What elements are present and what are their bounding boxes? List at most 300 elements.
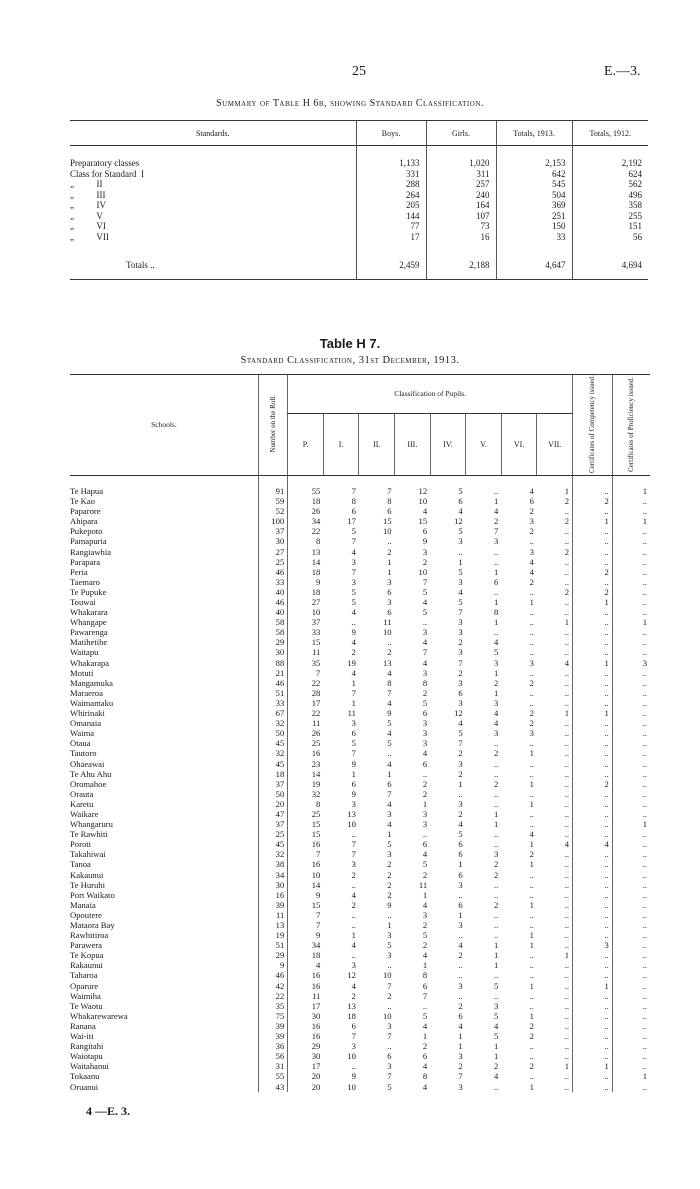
summary-table-wrap	[70, 120, 648, 280]
roll-count: 21	[258, 668, 287, 678]
school-name: Orauta	[70, 788, 94, 799]
table-cell: 5	[387, 839, 392, 850]
table-cell: 11	[347, 708, 356, 719]
table-cell: 6	[351, 1020, 356, 1031]
table-cell: 1	[529, 1081, 534, 1092]
summary-totals-label: Totals ..	[70, 242, 356, 279]
table-cell: ..	[573, 607, 613, 617]
table-cell: ..	[494, 485, 499, 496]
page-number: 25	[352, 64, 366, 79]
table-cell: 2	[458, 637, 463, 648]
table-cell: 3	[494, 657, 499, 668]
table-cell: 6	[422, 526, 428, 537]
table-row	[70, 516, 650, 526]
table-cell: ..	[564, 718, 569, 729]
summary-row	[70, 146, 648, 169]
table-cell: 4	[387, 667, 392, 678]
summary-cell-t1912: 358	[572, 200, 648, 211]
table-cell: 37	[288, 617, 324, 627]
table-cell: 4	[564, 839, 569, 850]
table-cell: 9	[351, 758, 356, 769]
table-row	[70, 859, 650, 869]
table-cell: ..	[564, 778, 569, 789]
table-cell: 3	[529, 516, 534, 527]
roll-count: 29	[258, 637, 287, 647]
school-name: Takahiwai	[70, 849, 106, 860]
page-footer: 4 —E. 3.	[86, 1104, 131, 1118]
table-cell: 9	[351, 627, 356, 638]
table-row	[70, 1001, 650, 1011]
table-cell: ..	[529, 1051, 534, 1062]
roll-count: 59	[258, 496, 287, 506]
table-cell: ..	[564, 1031, 569, 1042]
school-name: Pukepoto	[70, 526, 103, 537]
roll-count: 39	[258, 900, 287, 910]
table-cell: ..	[422, 1000, 428, 1011]
table-cell: 16	[288, 748, 324, 758]
roll-count: 67	[258, 708, 287, 718]
table-cell: 15	[382, 516, 392, 527]
summary-cell-boys: 205	[356, 200, 426, 211]
h7-col-class: P.	[288, 413, 324, 475]
table-cell: 7	[288, 668, 324, 678]
table-cell: 1	[564, 1061, 569, 1072]
table-cell: 5	[387, 1081, 392, 1092]
table-cell: 5	[458, 485, 463, 496]
table-cell: 3	[387, 849, 392, 860]
school-name: Whakarapa	[70, 657, 110, 668]
table-cell: ..	[529, 920, 534, 931]
table-row	[70, 567, 650, 577]
table-cell: 2	[422, 940, 428, 951]
summary-cell-girls: 257	[426, 179, 496, 190]
table-cell: 4	[387, 697, 392, 708]
table-cell: ..	[564, 1041, 569, 1052]
table-cell: 2	[529, 1061, 534, 1072]
table-cell: 4	[387, 798, 392, 809]
table-cell: 1	[494, 617, 499, 628]
table-cell: 2	[529, 718, 534, 729]
table-cell: ..	[387, 909, 392, 920]
table-cell: 3	[387, 597, 392, 608]
table-cell: ..	[612, 1082, 650, 1092]
school-name: Te Hapua	[70, 485, 104, 496]
table-cell: 2	[422, 556, 428, 567]
table-cell: 1	[422, 798, 428, 809]
table-cell: 3	[351, 1041, 356, 1052]
summary-body	[70, 146, 648, 280]
table-cell: ..	[612, 637, 650, 647]
table-cell: 9	[288, 577, 324, 587]
school-name: Whangape	[70, 617, 107, 628]
table-cell: ..	[529, 607, 534, 618]
table-cell: 3	[422, 718, 428, 729]
table-cell: 22	[288, 708, 324, 718]
h7-col-class: VII.	[537, 413, 573, 475]
table-cell: ..	[564, 1051, 569, 1062]
h7-col-class: II.	[359, 413, 395, 475]
table-cell: 2	[564, 586, 569, 597]
roll-count: 19	[258, 930, 287, 940]
table-cell: ..	[612, 759, 650, 769]
school-name: Waitahanui	[70, 1061, 109, 1072]
table-cell: ..	[529, 768, 534, 779]
table-row	[70, 617, 650, 627]
table-cell: 16	[288, 1031, 324, 1041]
table-cell: ..	[494, 546, 499, 557]
table-cell: ..	[529, 647, 534, 658]
table-row	[70, 748, 650, 758]
school-name: Taemaro	[70, 576, 100, 587]
table-cell: 8	[494, 607, 499, 618]
summary-cell-t1913: 150	[496, 221, 572, 232]
table-cell: ..	[529, 1000, 534, 1011]
roll-count: 50	[258, 789, 287, 799]
table-cell: 4	[494, 1071, 499, 1082]
school-name: Waikare	[70, 808, 99, 819]
table-cell: 1	[458, 859, 463, 870]
school-name: Omanaia	[70, 718, 102, 729]
table-cell: ..	[573, 950, 613, 960]
table-cell: ..	[458, 960, 463, 971]
table-cell: 27	[288, 597, 324, 607]
h7-body	[70, 475, 650, 1091]
school-name: Motuti	[70, 667, 94, 678]
table-cell: 4	[288, 960, 324, 970]
table-cell: ..	[529, 970, 534, 981]
table-row	[70, 597, 650, 607]
table-row	[70, 728, 650, 738]
table-cell: 3	[422, 546, 428, 557]
table-row	[70, 658, 650, 668]
school-name: Parapara	[70, 556, 101, 567]
school-name: Te Waotu	[70, 1000, 103, 1011]
table-cell: 1	[529, 930, 534, 941]
table-cell: 2	[494, 899, 499, 910]
table-cell: 3	[422, 808, 428, 819]
roll-count: 91	[258, 475, 287, 496]
table-cell: 6	[387, 586, 392, 597]
table-cell: ..	[458, 788, 463, 799]
school-name: Mataora Bay	[70, 920, 115, 931]
table-cell: 11	[288, 718, 324, 728]
table-cell: 3	[351, 718, 356, 729]
table-cell: 3	[494, 536, 499, 547]
table-cell: 6	[494, 576, 499, 587]
roll-count: 37	[258, 779, 287, 789]
table-cell: 26	[288, 728, 324, 738]
table-cell: ..	[573, 849, 613, 859]
table-row	[70, 991, 650, 1001]
table-cell: ..	[573, 668, 613, 678]
table-cell: 4	[529, 556, 534, 567]
table-cell: 4	[573, 839, 613, 849]
table-cell: 18	[288, 950, 324, 960]
table-cell: ..	[494, 889, 499, 900]
table-cell: ..	[529, 697, 534, 708]
table-cell: ..	[573, 1001, 613, 1011]
table-cell: 6	[458, 849, 463, 860]
table-cell: ..	[564, 909, 569, 920]
table-cell: ..	[564, 859, 569, 870]
roll-count: 58	[258, 617, 287, 627]
table-cell: 1	[529, 980, 534, 991]
table-cell: 1	[458, 1041, 463, 1052]
roll-count: 50	[258, 728, 287, 738]
table-cell: ..	[564, 990, 569, 1001]
table-cell: ..	[564, 970, 569, 981]
table-cell: 10	[347, 1081, 356, 1092]
table-cell: 7	[351, 748, 356, 759]
table-cell: 3	[422, 627, 428, 638]
school-name: Opoutere	[70, 909, 102, 920]
table-cell: ..	[564, 889, 569, 900]
table-cell: 5	[351, 738, 356, 749]
school-name: Ahipara	[70, 516, 98, 527]
table-cell: 34	[288, 516, 324, 526]
table-cell: ..	[573, 1051, 613, 1061]
table-cell: ..	[387, 1041, 392, 1052]
school-name: Oparure	[70, 980, 99, 991]
school-name: Rangiawhia	[70, 546, 112, 557]
table-cell: 3	[422, 819, 428, 830]
table-cell: 18	[288, 567, 324, 577]
table-row	[70, 506, 650, 516]
table-cell: 2	[564, 516, 569, 527]
table-cell: 3	[458, 617, 463, 628]
table-cell: 4	[351, 607, 356, 618]
table-cell: ..	[612, 950, 650, 960]
summary-cell-t1913: 2,153	[496, 146, 572, 169]
table-cell: 4	[494, 506, 499, 517]
table-cell: 2	[529, 1031, 534, 1042]
school-name: Waima	[70, 728, 95, 739]
roll-count: 46	[258, 567, 287, 577]
table-cell: 1	[529, 1010, 534, 1021]
roll-count: 32	[258, 748, 287, 758]
summary-title: Summary of Table H 6b, showing Standard Classification.	[216, 98, 484, 109]
table-cell: 3	[458, 879, 463, 890]
h7-col-classification: Classification of Pupils.	[288, 375, 573, 414]
summary-row-label: Class for Standard I	[70, 168, 144, 179]
table-cell: 7	[351, 687, 356, 698]
summary-row-label: „ V	[70, 210, 103, 221]
table-row	[70, 960, 650, 970]
table-cell: ..	[573, 991, 613, 1001]
table-cell: ..	[351, 879, 356, 890]
table-cell: ..	[529, 819, 534, 830]
table-cell: 3	[422, 667, 428, 678]
table-cell: 9	[387, 708, 392, 719]
table-cell: 5	[458, 597, 463, 608]
table-cell: ..	[529, 869, 534, 880]
table-cell: 1	[494, 667, 499, 678]
summary-cell-t1912: 2,192	[572, 146, 648, 169]
table-cell: 3	[458, 758, 463, 769]
summary-cell-girls: 1,020	[426, 146, 496, 169]
table-cell: 9	[422, 536, 428, 547]
table-cell: 7	[458, 607, 463, 618]
table-cell: 33	[288, 627, 324, 637]
table-cell: ..	[494, 920, 499, 931]
table-cell: 20	[288, 1071, 324, 1081]
table-cell: 6	[422, 758, 428, 769]
table-cell: 14	[288, 769, 324, 779]
table-cell: 3	[387, 1020, 392, 1031]
table-cell: 7	[422, 576, 428, 587]
table-cell: 4	[422, 506, 428, 517]
summary-cell-boys: 288	[356, 179, 426, 190]
table-cell: ..	[529, 788, 534, 799]
table-cell: ..	[612, 970, 650, 980]
table-cell: 1	[529, 597, 534, 608]
table-cell: 5	[422, 1010, 428, 1021]
table-cell: 35	[288, 658, 324, 668]
roll-count: 88	[258, 658, 287, 668]
table-cell: 6	[458, 839, 463, 850]
roll-count: 27	[258, 547, 287, 557]
h7-col-class: I.	[323, 413, 359, 475]
h7-col-schools: Schools.	[70, 375, 258, 476]
table-cell: ..	[612, 829, 650, 839]
table-cell: ..	[612, 708, 650, 718]
table-cell: ..	[564, 1081, 569, 1092]
table-cell: 3	[458, 798, 463, 809]
table-cell: 5	[422, 930, 428, 941]
summary-row	[70, 190, 648, 201]
school-name: Pamapuria	[70, 536, 107, 547]
table-row	[70, 890, 650, 900]
roll-count: 32	[258, 718, 287, 728]
table-cell: ..	[564, 506, 569, 517]
table-cell: ..	[612, 779, 650, 789]
table-cell: 1	[494, 819, 499, 830]
table-cell: ..	[564, 748, 569, 759]
table-cell: ..	[612, 940, 650, 950]
table-cell: ..	[529, 637, 534, 648]
school-name: Te Ahu Ahu	[70, 768, 112, 779]
summary-cell-t1912: 496	[572, 190, 648, 201]
table-cell: 4	[387, 758, 392, 769]
table-cell: 10	[347, 1051, 356, 1062]
table-row	[70, 970, 650, 980]
table-cell: ..	[612, 870, 650, 880]
summary-col-totals-1913: Totals, 1913.	[496, 121, 572, 146]
table-cell: ..	[351, 950, 356, 961]
table-cell: 3	[458, 536, 463, 547]
table-cell: 6	[422, 839, 428, 850]
table-cell: 2	[422, 687, 428, 698]
table-cell: 1	[612, 475, 650, 496]
table-cell: ..	[573, 475, 613, 496]
table-cell: 8	[387, 677, 392, 688]
summary-cell-boys: 331	[356, 169, 426, 180]
table-cell: ..	[564, 980, 569, 991]
table-cell: 1	[351, 768, 356, 779]
table-cell: 3	[458, 697, 463, 708]
table-cell: 8	[351, 496, 356, 507]
school-name: Oruanui	[70, 1081, 99, 1092]
table-row	[70, 698, 650, 708]
table-cell: 3	[612, 658, 650, 668]
table-cell: 7	[288, 920, 324, 930]
table-cell: 3	[458, 647, 463, 658]
table-cell: 3	[422, 738, 428, 749]
table-cell: 8	[422, 970, 428, 981]
table-row	[70, 526, 650, 536]
table-cell: 34	[288, 940, 324, 950]
table-cell: 4	[494, 1020, 499, 1031]
summary-cell-girls: 240	[426, 190, 496, 201]
table-cell: 9	[288, 890, 324, 900]
school-name: Poroti	[70, 839, 92, 850]
table-row	[70, 981, 650, 991]
school-name: Whakarewarewa	[70, 1010, 128, 1021]
table-cell: 3	[458, 1051, 463, 1062]
table-cell: ..	[422, 829, 428, 840]
table-cell: 3	[422, 728, 428, 739]
table-cell: ..	[612, 960, 650, 970]
table-cell: 3	[351, 576, 356, 587]
table-cell: ..	[564, 627, 569, 638]
table-cell: ..	[612, 799, 650, 809]
roll-count: 16	[258, 890, 287, 900]
table-cell: ..	[612, 900, 650, 910]
school-name: Rakaunui	[70, 960, 103, 971]
summary-col-boys: Boys.	[356, 121, 426, 146]
table-cell: ..	[573, 728, 613, 738]
table-cell: 28	[288, 688, 324, 698]
table-cell: ..	[612, 849, 650, 859]
roll-count: 33	[258, 577, 287, 587]
table-cell: 17	[288, 1061, 324, 1071]
table-cell: 1	[494, 808, 499, 819]
school-name: Otaua	[70, 738, 91, 749]
summary-col-standards: Standards.	[70, 121, 356, 146]
table-row	[70, 1011, 650, 1021]
table-cell: 3	[351, 556, 356, 567]
table-cell: ..	[573, 678, 613, 688]
roll-count: 39	[258, 1021, 287, 1031]
table-cell: 55	[288, 475, 324, 496]
table-cell: 1	[494, 1041, 499, 1052]
table-cell: 2	[422, 869, 428, 880]
summary-row-label: „ VII	[70, 231, 109, 242]
table-cell: 2	[494, 677, 499, 688]
summary-cell-t1913: 642	[496, 169, 572, 180]
table-cell: ..	[612, 789, 650, 799]
table-row	[70, 839, 650, 849]
table-cell: ..	[573, 930, 613, 940]
table-cell: 5	[351, 526, 356, 537]
table-cell: ..	[573, 799, 613, 809]
table-cell: 1	[494, 1051, 499, 1062]
table-cell: 1	[422, 889, 428, 900]
table-cell: ..	[573, 748, 613, 758]
table-cell: 2	[458, 950, 463, 961]
summary-cell-t1913: 369	[496, 200, 572, 211]
table-cell: ..	[564, 576, 569, 587]
table-cell: 6	[458, 496, 463, 507]
table-cell: 2	[529, 576, 534, 587]
table-cell: 6	[387, 607, 392, 618]
summary-cell-boys: 1,133	[356, 146, 426, 169]
table-cell: 5	[494, 1010, 499, 1021]
table-cell: ..	[529, 667, 534, 678]
table-cell: ..	[573, 819, 613, 829]
summary-col-totals-1912: Totals, 1912.	[572, 121, 648, 146]
table-cell: 4	[458, 819, 463, 830]
